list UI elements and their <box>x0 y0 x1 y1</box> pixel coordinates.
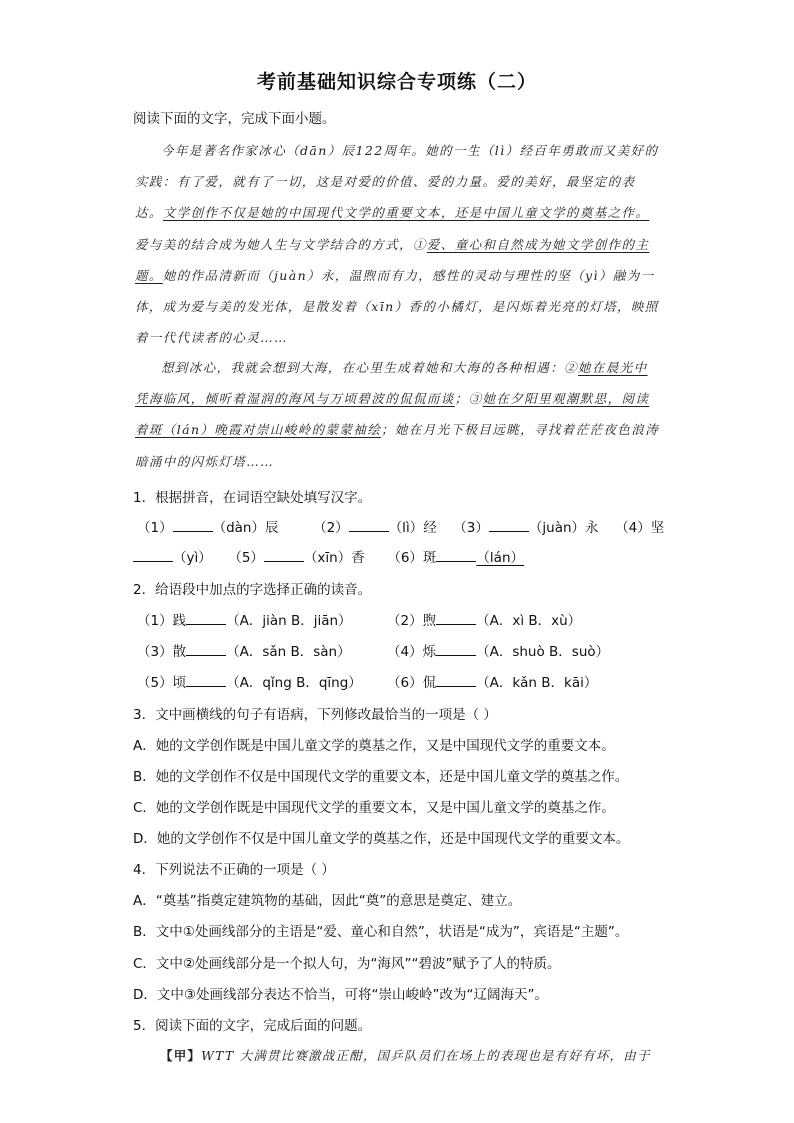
passage-line <box>161 141 658 159</box>
q1-item-5-hint: （xīn）香 <box>303 550 365 566</box>
q2-item-2-word: （2）煦 <box>387 613 437 629</box>
answer-blank[interactable] <box>173 518 213 532</box>
underlined-sentence: 题。 <box>135 267 163 283</box>
question-3-option-b[interactable]: B．她的文学创作不仅是中国现代文学的重要文本，还是中国儿童文学的奠基之作。 <box>133 769 629 785</box>
q1-item-1-hint: （dàn）辰 <box>212 520 279 536</box>
passage-line <box>135 297 659 315</box>
answer-blank[interactable] <box>436 673 476 687</box>
q1-item-2-hint: （lì）经 <box>388 520 437 536</box>
question-4-option-d[interactable]: D．文中③处画线部分表达不恰当，可将“崇山峻岭”改为“辽阔海天”。 <box>133 987 548 1003</box>
question-4-option-b[interactable]: B．文中①处画线部分的主语是“爱、童心和自然”，状语是“成为”，宾语是“主题”。 <box>133 924 629 940</box>
q2-item-4-word: （4）烁 <box>387 644 437 660</box>
question-2-stem: 2．给语段中加点的字选择正确的读音。 <box>133 582 372 598</box>
question-1-stem: 1．根据拼音，在词语空缺处填写汉字。 <box>133 490 372 506</box>
q1-item-4-hint: （yì） <box>173 550 212 566</box>
answer-blank[interactable] <box>436 548 476 562</box>
instruction-text: 阅读下面的文字，完成下面小题。 <box>133 111 336 127</box>
passage-tag: 【甲】 <box>160 1048 202 1063</box>
passage-text: 今年是著名作家冰心（dān）辰122周年。她的一生（lì）经百年勇敢而又美好的 <box>161 143 659 158</box>
question-4-stem: 4．下列说法不正确的一项是（ ） <box>133 862 335 878</box>
q2-item-1-options: （A．jiàn B．jiān） <box>226 613 352 629</box>
page-title: 考前基础知识综合专项练（二） <box>256 71 537 93</box>
underlined-sentence: 她在夕阳里观潮默思，阅读 <box>482 391 650 407</box>
question-1-row-2 <box>133 546 524 566</box>
q2-item-5-options: （A．qǐng B．qīng） <box>226 675 362 691</box>
answer-blank[interactable] <box>264 548 304 562</box>
q2-item-2-options: （A．xì B．xù） <box>476 613 582 629</box>
question-2-row-3 <box>137 671 597 691</box>
q1-item-2-num: （2） <box>313 520 349 536</box>
passage-line <box>135 328 288 346</box>
q2-item-1-word: （1）践 <box>137 613 187 629</box>
passage-text: 达。 <box>135 205 163 221</box>
passage-text: 实践：有了爱，就有了一切，这是对爱的价值、爱的力量。爱的美好，最坚定的表 <box>135 174 636 190</box>
q2-item-6-options: （A．kǎn B．kāi） <box>476 675 598 691</box>
q1-item-6-num: （6）斑 <box>387 550 437 566</box>
passage-line <box>161 358 648 376</box>
question-5-stem: 5．阅读下面的文字，完成后面的问题。 <box>133 1018 372 1034</box>
passage-line <box>135 389 649 407</box>
q1-item-5-num: （5） <box>228 550 264 566</box>
passage-text: 爱与美的结合成为她人生与文学结合的方式，① <box>135 236 427 252</box>
passage-text: 想到冰心，我就会想到大海，在心里生成着她和大海的各种相遇：② <box>161 360 579 375</box>
underlined-sentence: 爱、童心和自然成为她文学创作的主 <box>426 236 650 252</box>
answer-blank[interactable] <box>186 642 226 656</box>
passage-line <box>135 452 274 470</box>
question-1-row-1 <box>137 516 664 536</box>
q1-item-1-num: （1） <box>137 520 173 536</box>
q2-item-3-word: （3）散 <box>137 644 187 660</box>
underlined-sentence: 着斑（lán）晚霞对崇山峻岭的蒙蒙袖绘 <box>135 422 382 438</box>
passage-text: 体，成为爱与美的发光体，是散发着（xīn）香的小橘灯，是闪烁着光亮的灯塔，映照 <box>135 299 659 314</box>
q1-item-3-hint: （juàn）永 <box>528 520 599 536</box>
answer-blank[interactable] <box>489 518 529 532</box>
answer-blank[interactable] <box>436 611 476 625</box>
passage-line <box>135 266 655 284</box>
answer-blank[interactable] <box>349 518 389 532</box>
passage-text: 她的作品清新而（juàn）永，温煦而有力，感性的灵动与理性的坚（yì）融为一 <box>162 267 655 283</box>
underlined-sentence: 她在晨光中 <box>578 360 648 375</box>
underlined-sentence: 文学创作不仅是她的中国现代文学的重要文本，还是中国儿童文学的奠基之作。 <box>162 205 650 221</box>
passage-text: ；③ <box>454 391 483 407</box>
question-4-option-a[interactable]: A．“奠基”指奠定建筑物的基础，因此“奠”的意思是奠定、建立。 <box>133 893 522 909</box>
passage-line <box>135 172 635 190</box>
underlined-sentence: 凭海临风，倾听着湿润的海风与万顷碧波的侃侃而谈 <box>135 391 455 407</box>
answer-blank[interactable] <box>186 673 226 687</box>
question-3-option-d[interactable]: D．她的文学创作不仅是中国儿童文学的奠基之作，还是中国现代文学的重要文本。 <box>133 831 630 847</box>
answer-blank[interactable] <box>133 548 173 562</box>
q2-item-4-options: （A．shuò B．suò） <box>476 644 610 660</box>
q2-item-3-options: （A．sǎn B．sàn） <box>226 644 351 660</box>
q1-item-4-num: （4）坚 <box>615 520 665 536</box>
passage-line <box>135 235 649 253</box>
question-3-stem: 3．文中画横线的句子有语病，下列修改最恰当的一项是（ ） <box>133 707 497 723</box>
answer-blank[interactable] <box>186 611 226 625</box>
question-3-option-c[interactable]: C．她的文学创作既是中国现代文学的重要文本，又是中国儿童文学的奠基之作。 <box>133 800 615 816</box>
passage-text: 着一代代读者的心灵…… <box>135 330 288 346</box>
passage-text: ；她在月光下极目远眺，寻找着茫茫夜色浪涛 <box>381 422 660 438</box>
q2-item-5-word: （5）顷 <box>137 675 187 691</box>
question-3-option-a[interactable]: A．她的文学创作既是中国儿童文学的奠基之作，又是中国现代文学的重要文本。 <box>133 738 615 754</box>
q1-item-6-hint: （lán） <box>476 550 525 566</box>
q1-item-3-num: （3） <box>453 520 489 536</box>
question-2-row-1 <box>137 609 581 629</box>
passage-text: WTT 大满贯比赛激战正酣，国乒队员们在场上的表现也是有好有坏，由于 <box>201 1048 651 1063</box>
question-4-option-c[interactable]: C．文中②处画线部分是一个拟人句，为“海风”“碧波”赋予了人的特质。 <box>133 956 561 972</box>
passage-text: 暗涌中的闪烁灯塔…… <box>135 453 275 469</box>
q2-item-6-word: （6）侃 <box>387 675 437 691</box>
passage-line <box>135 420 659 438</box>
answer-blank[interactable] <box>436 642 476 656</box>
passage-line <box>135 203 649 221</box>
question-2-row-2 <box>137 640 609 660</box>
question-5-passage-line <box>160 1046 651 1064</box>
